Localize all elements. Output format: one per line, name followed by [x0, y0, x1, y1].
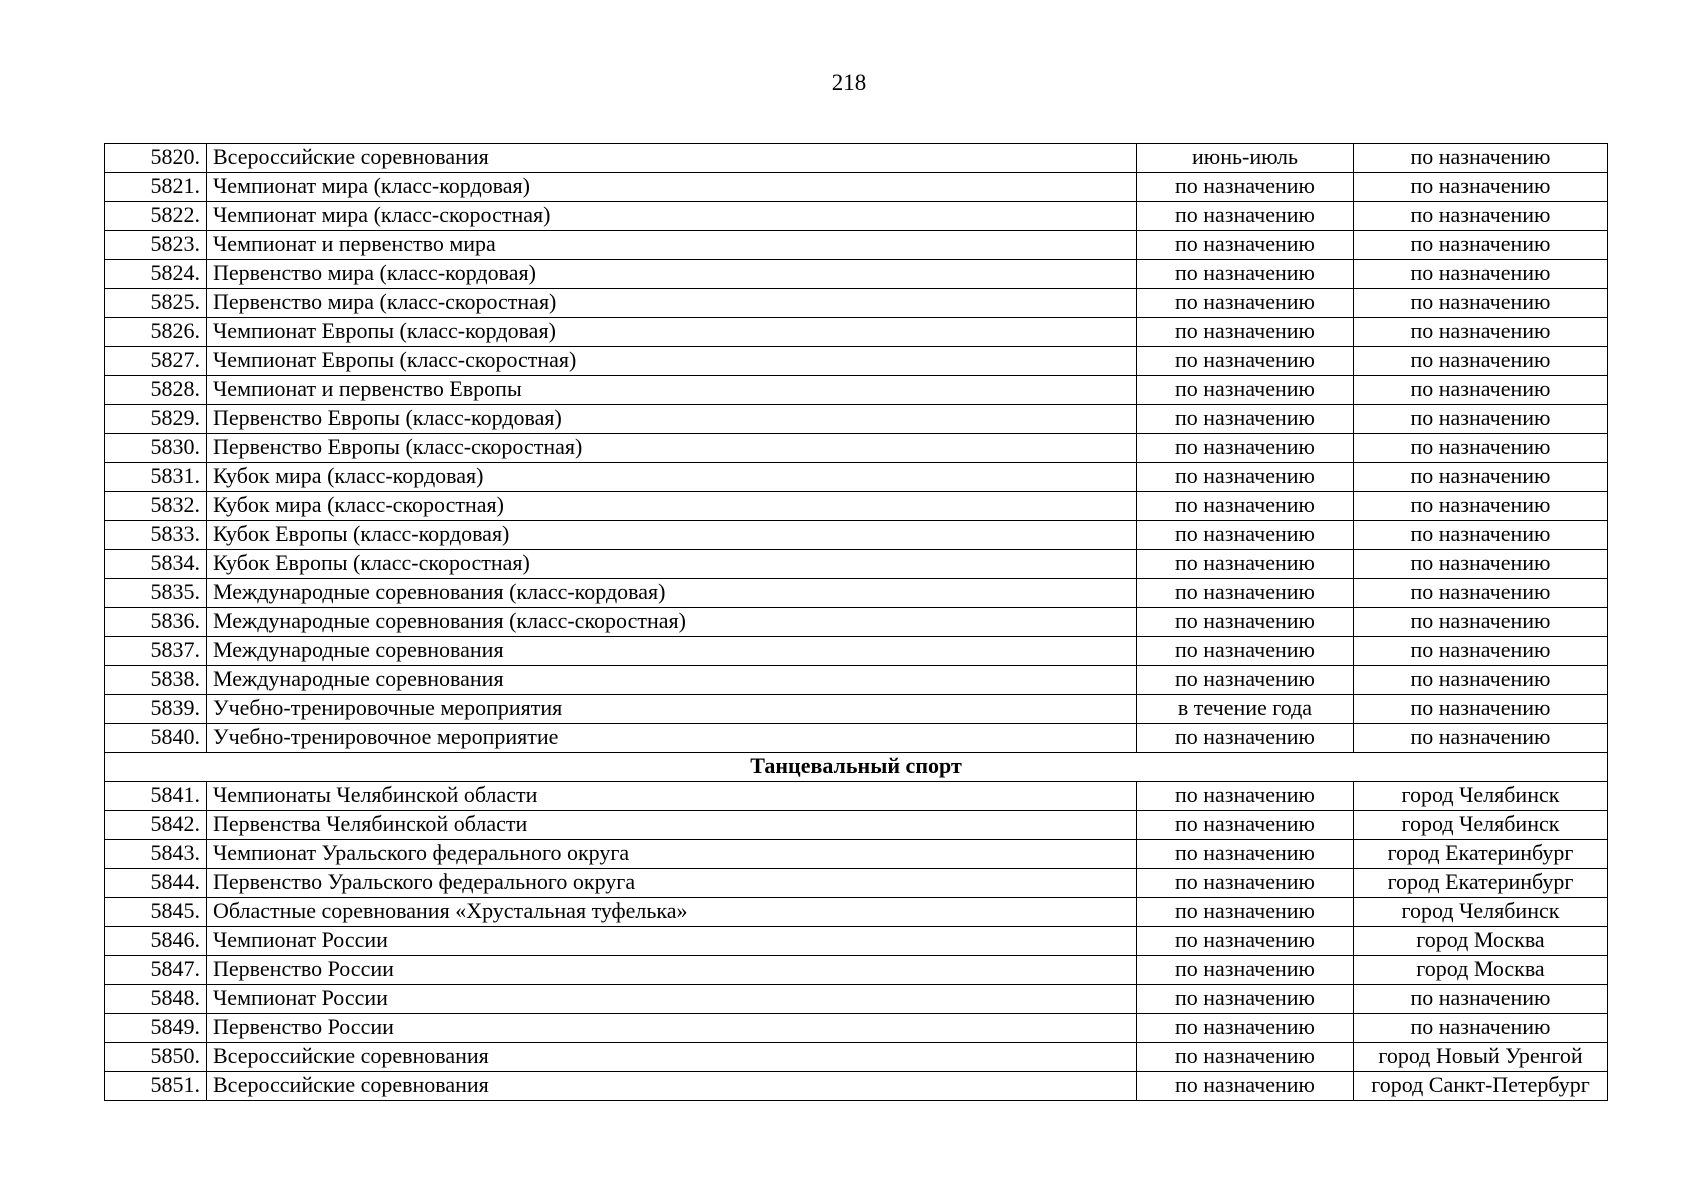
row-number-cell: 5835. [105, 579, 207, 608]
table-row [105, 1072, 1608, 1101]
row-number-cell: 5848. [105, 985, 207, 1014]
event-date-cell: по назначению [1137, 173, 1354, 202]
event-place-cell: по назначению [1354, 608, 1608, 637]
event-date-cell: по назначению [1137, 579, 1354, 608]
table-row [105, 927, 1608, 956]
event-place-cell: по назначению [1354, 202, 1608, 231]
event-date-cell: по назначению [1137, 376, 1354, 405]
event-place-cell: город Новый Уренгой [1354, 1043, 1608, 1072]
event-place-cell: город Челябинск [1354, 811, 1608, 840]
event-place-cell: по назначению [1354, 637, 1608, 666]
event-name-cell: Первенство мира (класс-кордовая) [207, 260, 1137, 289]
row-number-cell: 5851. [105, 1072, 207, 1101]
event-place-cell: по назначению [1354, 463, 1608, 492]
table-row [105, 782, 1608, 811]
table-row [105, 840, 1608, 869]
event-place-cell: город Москва [1354, 927, 1608, 956]
row-number-cell: 5847. [105, 956, 207, 985]
event-date-cell: по назначению [1137, 869, 1354, 898]
event-place-cell: по назначению [1354, 405, 1608, 434]
row-number-cell: 5843. [105, 840, 207, 869]
event-date-cell: по назначению [1137, 1043, 1354, 1072]
row-number-cell: 5845. [105, 898, 207, 927]
event-name-cell: Всероссийские соревнования [207, 1043, 1137, 1072]
event-name-cell: Первенство Уральского федерального округа [207, 869, 1137, 898]
event-name-cell: Международные соревнования [207, 637, 1137, 666]
event-date-cell: по назначению [1137, 1072, 1354, 1101]
event-date-cell: по назначению [1137, 811, 1354, 840]
table-row [105, 1043, 1608, 1072]
row-number-cell: 5841. [105, 782, 207, 811]
table-row [105, 289, 1608, 318]
table-row [105, 144, 1608, 173]
table-row [105, 173, 1608, 202]
event-place-cell: по назначению [1354, 376, 1608, 405]
event-date-cell: по назначению [1137, 405, 1354, 434]
row-number-cell: 5842. [105, 811, 207, 840]
row-number-cell: 5833. [105, 521, 207, 550]
table-row [105, 463, 1608, 492]
row-number-cell: 5822. [105, 202, 207, 231]
event-date-cell: по назначению [1137, 985, 1354, 1014]
row-number-cell: 5831. [105, 463, 207, 492]
event-place-cell: по назначению [1354, 434, 1608, 463]
table-row [105, 724, 1608, 753]
row-number-cell: 5832. [105, 492, 207, 521]
event-place-cell: по назначению [1354, 144, 1608, 173]
event-date-cell: по назначению [1137, 463, 1354, 492]
event-name-cell: Международные соревнования (класс-кордовая) [207, 579, 1137, 608]
event-place-cell: город Санкт-Петербург [1354, 1072, 1608, 1101]
row-number-cell: 5827. [105, 347, 207, 376]
event-name-cell: Кубок мира (класс-скоростная) [207, 492, 1137, 521]
event-place-cell: по назначению [1354, 579, 1608, 608]
event-date-cell: по назначению [1137, 782, 1354, 811]
row-number-cell: 5850. [105, 1043, 207, 1072]
table-row [105, 985, 1608, 1014]
event-date-cell: по назначению [1137, 492, 1354, 521]
event-date-cell: по назначению [1137, 289, 1354, 318]
event-date-cell: по назначению [1137, 724, 1354, 753]
event-place-cell: город Екатеринбург [1354, 840, 1608, 869]
event-date-cell: по назначению [1137, 550, 1354, 579]
event-date-cell: по назначению [1137, 956, 1354, 985]
event-name-cell: Чемпионат и первенство Европы [207, 376, 1137, 405]
event-name-cell: Учебно-тренировочное мероприятие [207, 724, 1137, 753]
row-number-cell: 5839. [105, 695, 207, 724]
event-name-cell: Чемпионат мира (класс-кордовая) [207, 173, 1137, 202]
row-number-cell: 5838. [105, 666, 207, 695]
event-place-cell: по назначению [1354, 289, 1608, 318]
event-place-cell: по назначению [1354, 666, 1608, 695]
event-name-cell: Чемпионат и первенство мира [207, 231, 1137, 260]
event-name-cell: Кубок Европы (класс-кордовая) [207, 521, 1137, 550]
event-name-cell: Учебно-тренировочные мероприятия [207, 695, 1137, 724]
event-date-cell: по назначению [1137, 347, 1354, 376]
event-place-cell: по назначению [1354, 231, 1608, 260]
event-place-cell: по назначению [1354, 347, 1608, 376]
table-row [105, 666, 1608, 695]
table-row [105, 1014, 1608, 1043]
event-name-cell: Кубок мира (класс-кордовая) [207, 463, 1137, 492]
event-place-cell: по назначению [1354, 492, 1608, 521]
row-number-cell: 5829. [105, 405, 207, 434]
event-name-cell: Чемпионат мира (класс-скоростная) [207, 202, 1137, 231]
table-row [105, 376, 1608, 405]
event-place-cell: город Москва [1354, 956, 1608, 985]
table-row [105, 405, 1608, 434]
row-number-cell: 5837. [105, 637, 207, 666]
table-row [105, 637, 1608, 666]
event-place-cell: город Челябинск [1354, 898, 1608, 927]
event-date-cell: в течение года [1137, 695, 1354, 724]
event-date-cell: по назначению [1137, 434, 1354, 463]
event-date-cell: по назначению [1137, 637, 1354, 666]
table-row [105, 811, 1608, 840]
event-name-cell: Чемпионат Европы (класс-кордовая) [207, 318, 1137, 347]
event-date-cell: июнь-июль [1137, 144, 1354, 173]
event-name-cell: Первенство Европы (класс-кордовая) [207, 405, 1137, 434]
event-date-cell: по назначению [1137, 666, 1354, 695]
table-row [105, 608, 1608, 637]
row-number-cell: 5844. [105, 869, 207, 898]
page-number: 218 [831, 70, 867, 95]
table-row [105, 898, 1608, 927]
table-row [105, 956, 1608, 985]
table-row [105, 231, 1608, 260]
row-number-cell: 5823. [105, 231, 207, 260]
event-place-cell: город Челябинск [1354, 782, 1608, 811]
table-body-bottom [105, 782, 1608, 1101]
table-row [105, 579, 1608, 608]
row-number-cell: 5830. [105, 434, 207, 463]
table-row [105, 869, 1608, 898]
event-place-cell: по назначению [1354, 521, 1608, 550]
row-number-cell: 5825. [105, 289, 207, 318]
row-number-cell: 5846. [105, 927, 207, 956]
table-body-top [105, 144, 1608, 753]
row-number-cell: 5828. [105, 376, 207, 405]
event-place-cell: по назначению [1354, 260, 1608, 289]
event-place-cell: город Екатеринбург [1354, 869, 1608, 898]
table-row [105, 318, 1608, 347]
event-date-cell: по назначению [1137, 927, 1354, 956]
event-date-cell: по назначению [1137, 318, 1354, 347]
event-place-cell: по назначению [1354, 695, 1608, 724]
event-place-cell: по назначению [1354, 318, 1608, 347]
event-place-cell: по назначению [1354, 724, 1608, 753]
section-row [105, 753, 1608, 782]
row-number-cell: 5840. [105, 724, 207, 753]
event-date-cell: по назначению [1137, 202, 1354, 231]
event-date-cell: по назначению [1137, 898, 1354, 927]
event-name-cell: Первенство России [207, 1014, 1137, 1043]
event-name-cell: Первенство России [207, 956, 1137, 985]
row-number-cell: 5824. [105, 260, 207, 289]
row-number-cell: 5826. [105, 318, 207, 347]
table-row [105, 492, 1608, 521]
row-number-cell: 5836. [105, 608, 207, 637]
table-row [105, 260, 1608, 289]
row-number-cell: 5821. [105, 173, 207, 202]
event-date-cell: по назначению [1137, 608, 1354, 637]
event-name-cell: Чемпионат Уральского федерального округа [207, 840, 1137, 869]
event-name-cell: Чемпионат России [207, 927, 1137, 956]
event-name-cell: Всероссийские соревнования [207, 144, 1137, 173]
event-name-cell: Чемпионат Европы (класс-скоростная) [207, 347, 1137, 376]
event-name-cell: Чемпионаты Челябинской области [207, 782, 1137, 811]
table-row [105, 202, 1608, 231]
event-name-cell: Кубок Европы (класс-скоростная) [207, 550, 1137, 579]
event-name-cell: Всероссийские соревнования [207, 1072, 1137, 1101]
event-name-cell: Областные соревнования «Хрустальная туфелька» [207, 898, 1137, 927]
row-number-cell: 5820. [105, 144, 207, 173]
event-name-cell: Чемпионат России [207, 985, 1137, 1014]
events-table [104, 143, 1608, 1101]
event-name-cell: Международные соревнования [207, 666, 1137, 695]
table-row [105, 434, 1608, 463]
table-row [105, 550, 1608, 579]
event-place-cell: по назначению [1354, 550, 1608, 579]
event-date-cell: по назначению [1137, 231, 1354, 260]
event-name-cell: Международные соревнования (класс-скоростная) [207, 608, 1137, 637]
event-name-cell: Первенство мира (класс-скоростная) [207, 289, 1137, 318]
table-row [105, 347, 1608, 376]
table-section [105, 753, 1608, 782]
section-title: Танцевальный спорт [105, 753, 1608, 782]
table-row [105, 695, 1608, 724]
event-name-cell: Первенства Челябинской области [207, 811, 1137, 840]
row-number-cell: 5834. [105, 550, 207, 579]
event-name-cell: Первенство Европы (класс-скоростная) [207, 434, 1137, 463]
event-date-cell: по назначению [1137, 260, 1354, 289]
event-date-cell: по назначению [1137, 521, 1354, 550]
table-row [105, 521, 1608, 550]
event-date-cell: по назначению [1137, 1014, 1354, 1043]
row-number-cell: 5849. [105, 1014, 207, 1043]
event-place-cell: по назначению [1354, 1014, 1608, 1043]
event-date-cell: по назначению [1137, 840, 1354, 869]
event-place-cell: по назначению [1354, 173, 1608, 202]
event-place-cell: по назначению [1354, 985, 1608, 1014]
